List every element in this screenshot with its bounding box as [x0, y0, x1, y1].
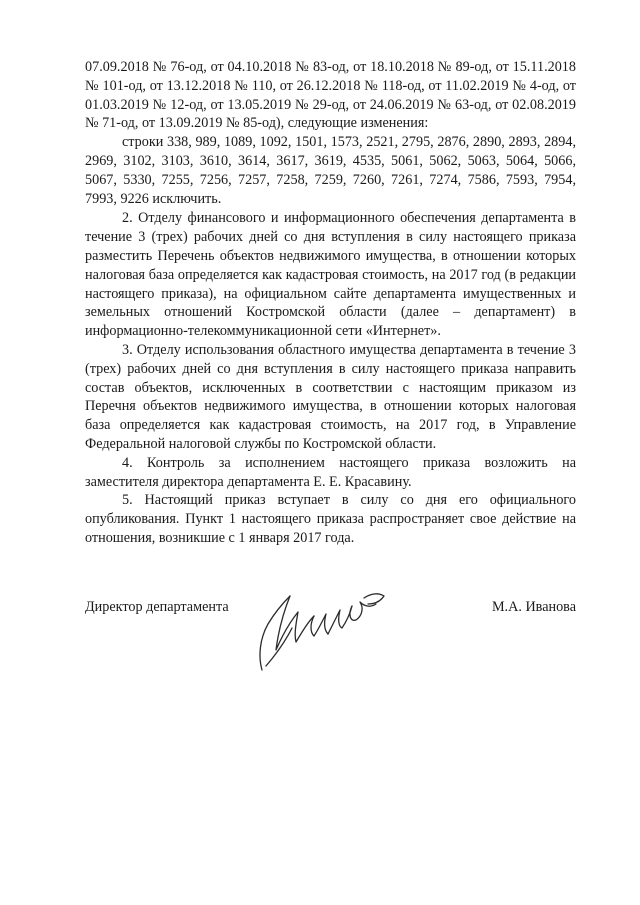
- paragraph-rows-list: строки 338, 989, 1089, 1092, 1501, 1573, 2521, 2795, 2876, 2890, 2893, 2894, 2969, 3102, 3103, 3610, 3614, 3617, 3619, 4535, 5061, 5062, 5063, 5064, 5066, 5067, 5330, 7255, 7256, 7257, 7258, 7259, 7260, 7261, 7274, 7586, 7593, 7954, 7993, 9226 исключить.: [85, 134, 576, 207]
- signatory-name: М.А. Иванова: [491, 599, 576, 615]
- paragraph-item-2: 2. Отделу финансового и информационного обеспечения департамента в течение 3 (трех) рабочих дней со дня вступления в силу настоящего приказа разместить Перечень объектов недвижимого имущества, в отношении которых налоговая база определяется как кадастровая стоимость, на 2017 год (в редакции настоящего приказа), на официальном сайте департамента имущественных и земельных отношений Костромской области (далее – департамент) в информационно-телекоммуникационной сети «Интернет».: [85, 210, 576, 340]
- paragraph-item-4: 4. Контроль за исполнением настоящего приказа возложить на заместителя директора департамента Е. Е. Красавину.: [85, 454, 576, 490]
- signatory-title: Директор департамента: [85, 599, 229, 615]
- handwritten-signature: [252, 578, 392, 673]
- paragraph-item-5: 5. Настоящий приказ вступает в силу со дня его официального опубликования. Пункт 1 настоящего приказа распространяет свое действие на отношения, возникшие с 1 января 2017 года.: [85, 492, 576, 546]
- paragraph-item-3: 3. Отделу использования областного имущества департамента в течение 3 (трех) рабочих дней со дня вступления в силу настоящего приказа направить состав объектов, исключенных в соответствии с настоящим приказом из Перечня объектов недвижимого имущества, в отношении которых налоговая база определяется как кадастровая стоимость, на 2017 год, в Управление Федеральной налоговой службы по Костромской области.: [85, 341, 576, 452]
- document-body: [85, 58, 576, 548]
- paragraph-continuation: 07.09.2018 № 76-од, от 04.10.2018 № 83-од, от 18.10.2018 № 89-од, от 15.11.2018 № 101-од, от 13.12.2018 № 110, от 26.12.2018 № 118-од, от 11.02.2019 № 4-од, от 01.03.2019 № 12-од, от 13.05.2019 № 29-од, от 24.06.2019 № 63-од, от 02.08.2019 № 71-од, от 13.09.2019 № 85-од), следующие изменения:: [85, 59, 576, 132]
